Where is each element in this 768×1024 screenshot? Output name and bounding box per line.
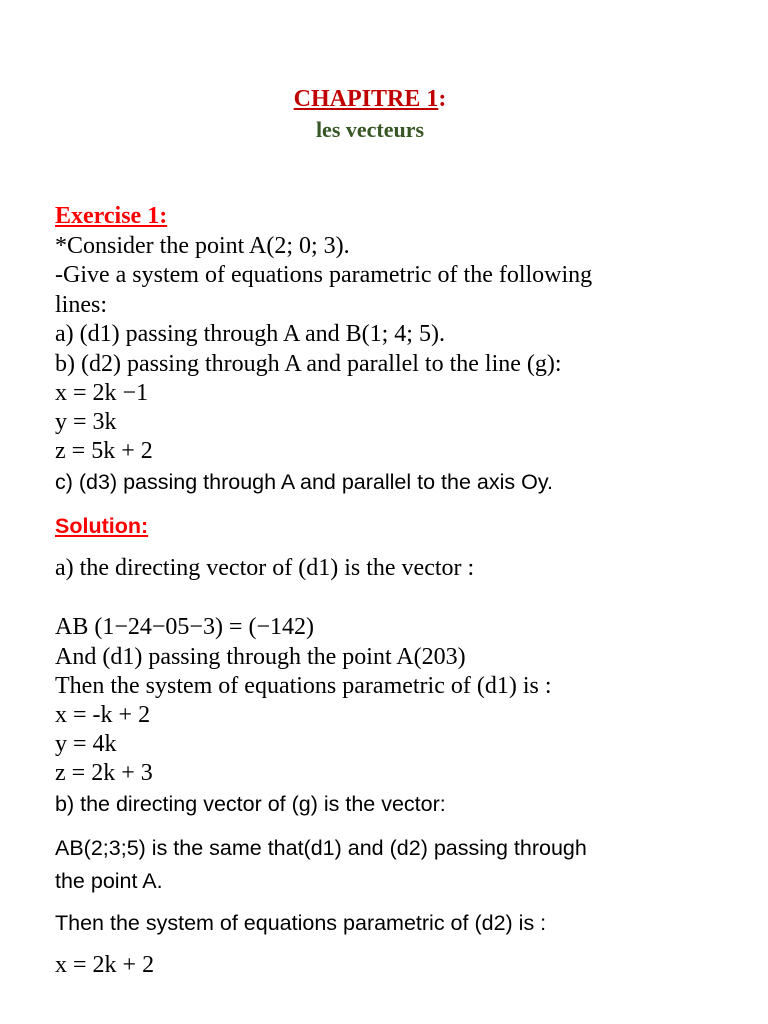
- solution-line: Then the system of equations parametric of (d1) is :: [55, 673, 552, 699]
- equation-line: x = 2k −1: [55, 380, 149, 406]
- solution-a-intro: a) the directing vector of (d1) is the vector :: [55, 555, 475, 581]
- chapter-subtitle: les vecteurs: [315, 117, 425, 142]
- equation-line: y = 4k: [55, 731, 117, 757]
- equation-line: z = 2k + 3: [55, 760, 153, 786]
- exercise-line: a) (d1) passing through A and B(1; 4; 5).: [55, 321, 445, 347]
- equation-line: z = 5k + 2: [55, 438, 153, 464]
- exercise-heading: Exercise 1:: [55, 203, 168, 229]
- exercise-line: b) (d2) passing through A and parallel to the line (g):: [55, 351, 562, 377]
- solution-heading: Solution:: [55, 514, 149, 538]
- exercise-line: *Consider the point A(2; 0; 3).: [55, 233, 350, 259]
- equation-line: x = 2k + 2: [55, 952, 155, 978]
- solution-b-intro: b) the directing vector of (g) is the vector:: [55, 792, 446, 816]
- exercise-part-c: c) (d3) passing through A and parallel to the axis Oy.: [55, 470, 553, 494]
- solution-line: And (d1) passing through the point A(203): [55, 644, 466, 670]
- ab-vector-formula: AB (1−24−05−3) = (−142): [55, 614, 314, 640]
- solution-b-line: the point A.: [55, 869, 163, 893]
- equation-line: y = 3k: [55, 409, 117, 435]
- solution-b-line: AB(2;3;5) is the same that(d1) and (d2) passing through: [55, 836, 587, 860]
- chapter-label: CHAPITRE 1: [293, 86, 439, 112]
- exercise-line: lines:: [55, 292, 107, 318]
- exercise-line: -Give a system of equations parametric of the following: [55, 262, 593, 288]
- chapter-colon: :: [438, 86, 447, 112]
- solution-b-line: Then the system of equations parametric of (d2) is :: [55, 911, 547, 935]
- equation-line: x = -k + 2: [55, 702, 151, 728]
- chapter-title: [0, 86, 740, 113]
